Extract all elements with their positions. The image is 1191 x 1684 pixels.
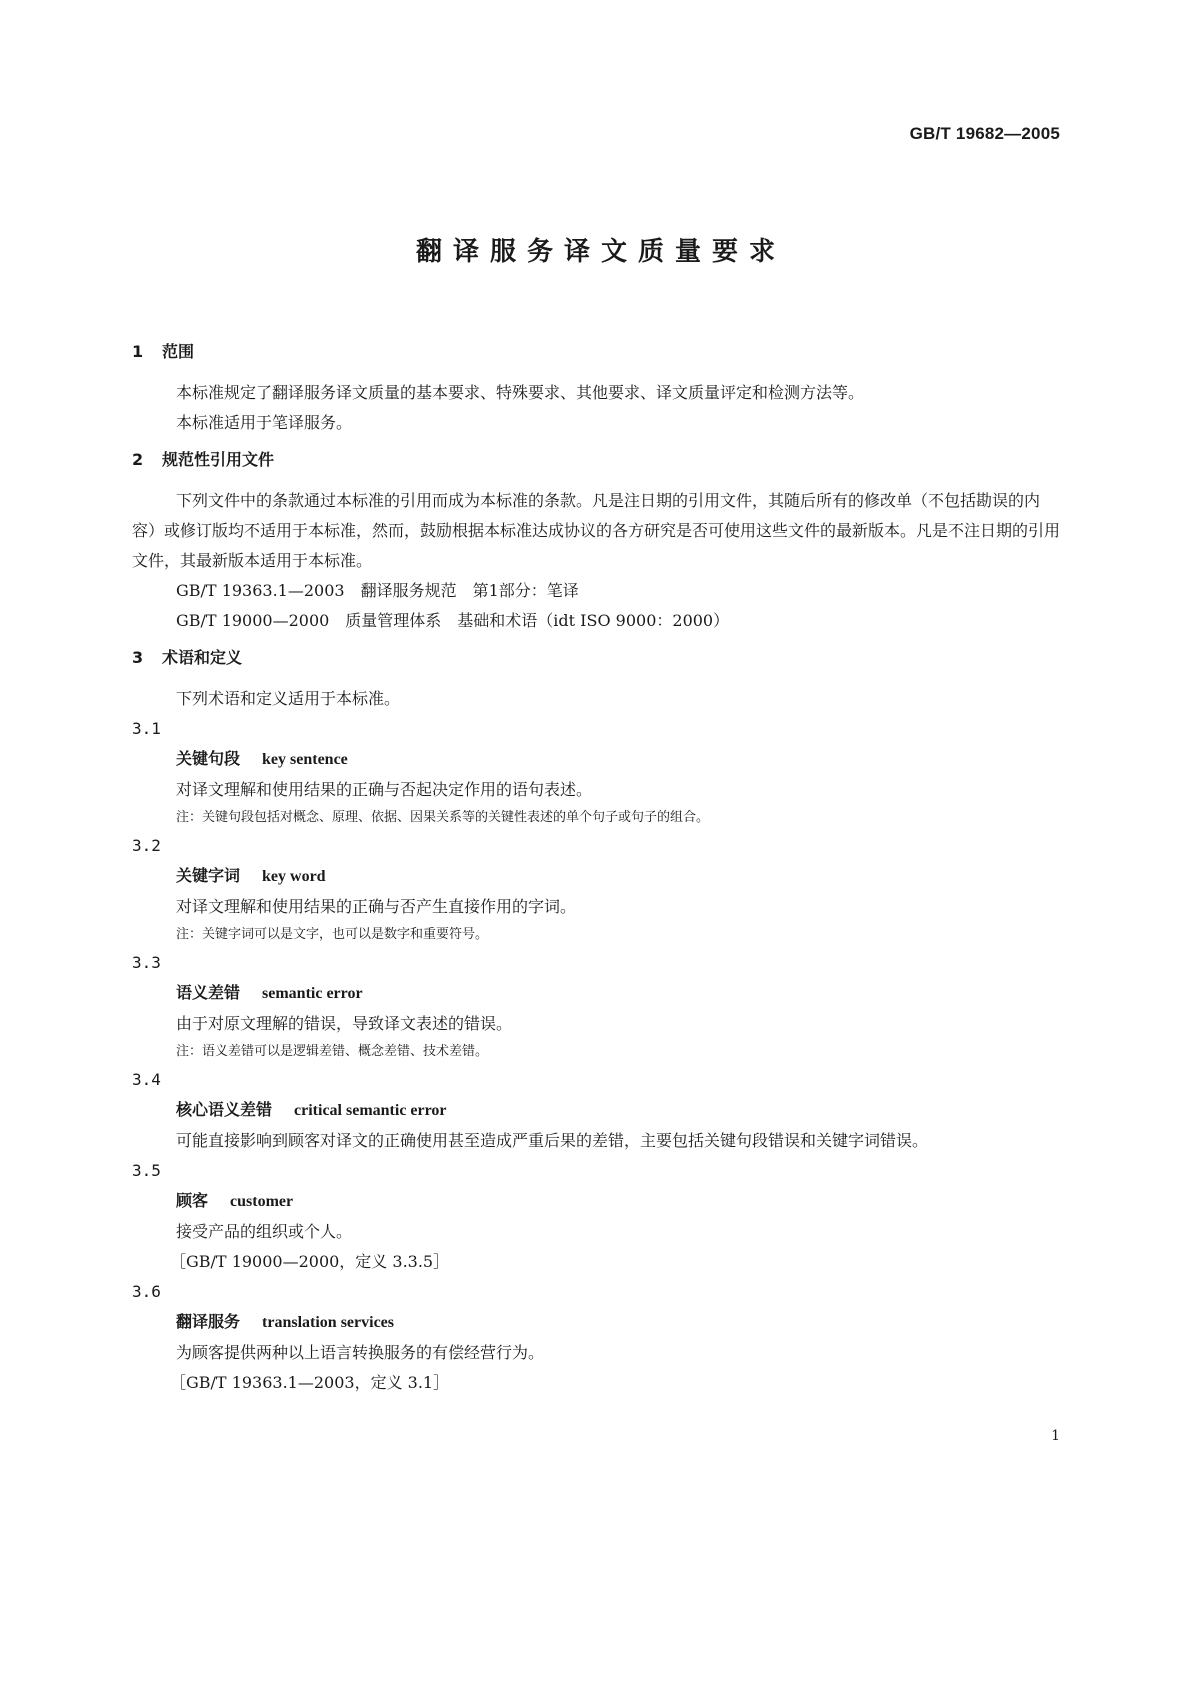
term-note: 注：关键字词可以是文字，也可以是数字和重要符号。 (176, 927, 489, 942)
paragraph: 本标准适用于笔译服务。 (176, 413, 353, 432)
section-number: 3 (132, 648, 144, 667)
term-note: 注：关键句段包括对概念、原理、依据、因果关系等的关键性表述的单个句子或句子的组合。 (176, 810, 710, 825)
paragraph: 下列术语和定义适用于本标准。 (176, 689, 401, 708)
term-name: 翻译服务 (176, 1312, 241, 1331)
term-heading (132, 861, 1062, 892)
term-english: translation services (262, 1314, 394, 1331)
reference-item: GB/T 19000—2000 质量管理体系 基础和术语（idt ISO 9000：2000） (176, 611, 730, 630)
term-english: critical semantic error (294, 1102, 447, 1119)
section-number: 1 (132, 342, 144, 361)
term-number: 3.4 (132, 1070, 161, 1089)
term-number: 3.1 (132, 719, 161, 738)
term-definition: 为顾客提供两种以上语言转换服务的有偿经营行为。 (176, 1343, 545, 1362)
section-number: 2 (132, 450, 144, 469)
term-name: 关键字词 (176, 866, 241, 885)
term-definition: 对译文理解和使用结果的正确与否产生直接作用的字词。 (176, 897, 577, 916)
term-source: ［GB/T 19363.1—2003，定义 3.1］ (170, 1373, 450, 1392)
document-body (132, 340, 1062, 1398)
term-definition: 接受产品的组织或个人。 (176, 1222, 353, 1241)
section-title: 范围 (162, 342, 195, 361)
section-heading-terms-definitions (132, 646, 1062, 670)
term-name: 关键句段 (176, 749, 241, 768)
term-note: 注：语义差错可以是逻辑差错、概念差错、技术差错。 (176, 1044, 489, 1059)
term-source: ［GB/T 19000—2000，定义 3.3.5］ (170, 1252, 450, 1271)
term-heading (132, 1095, 1062, 1126)
term-name: 核心语义差错 (176, 1100, 273, 1119)
term-english: customer (230, 1193, 294, 1210)
standard-code: GB/T 19682—2005 (909, 124, 1060, 143)
term-english: key word (262, 868, 326, 885)
term-heading (132, 1186, 1062, 1217)
term-english: key sentence (262, 751, 348, 768)
section-title: 术语和定义 (162, 648, 243, 667)
term-number: 3.2 (132, 836, 161, 855)
reference-item: GB/T 19363.1—2003 翻译服务规范 第1部分：笔译 (176, 581, 579, 600)
term-name: 语义差错 (176, 983, 241, 1002)
term-heading (132, 1307, 1062, 1338)
term-name: 顾客 (176, 1191, 209, 1210)
term-number: 3.5 (132, 1161, 161, 1180)
term-definition: 由于对原文理解的错误，导致译文表述的错误。 (176, 1014, 513, 1033)
term-heading (132, 978, 1062, 1009)
term-heading (132, 744, 1062, 775)
page-number: 1 (1051, 1428, 1060, 1444)
term-number: 3.6 (132, 1282, 161, 1301)
paragraph: 本标准规定了翻译服务译文质量的基本要求、特殊要求、其他要求、译文质量评定和检测方法等。 (176, 383, 865, 402)
section-title: 规范性引用文件 (162, 450, 275, 469)
section-heading-normative-references (132, 448, 1062, 472)
paragraph: 下列文件中的条款通过本标准的引用而成为本标准的条款。凡是注日期的引用文件，其随后所有的修改单（不包括勘误的内容）或修订版均不适用于本标准，然而，鼓励根据本标准达成协议的各方研究是否可使用这些文件的最新版本。凡是不注日期的引用文件，其最新版本适用于本标准。 (132, 491, 1061, 570)
section-heading-scope (132, 340, 1062, 364)
term-number: 3.3 (132, 953, 161, 972)
term-english: semantic error (262, 985, 363, 1002)
document-title: 翻译服务译文质量要求 (415, 237, 786, 267)
term-definition: 对译文理解和使用结果的正确与否起决定作用的语句表述。 (176, 780, 593, 799)
term-definition: 可能直接影响到顾客对译文的正确使用甚至造成严重后果的差错，主要包括关键句段错误和关键字词错误。 (176, 1131, 929, 1150)
